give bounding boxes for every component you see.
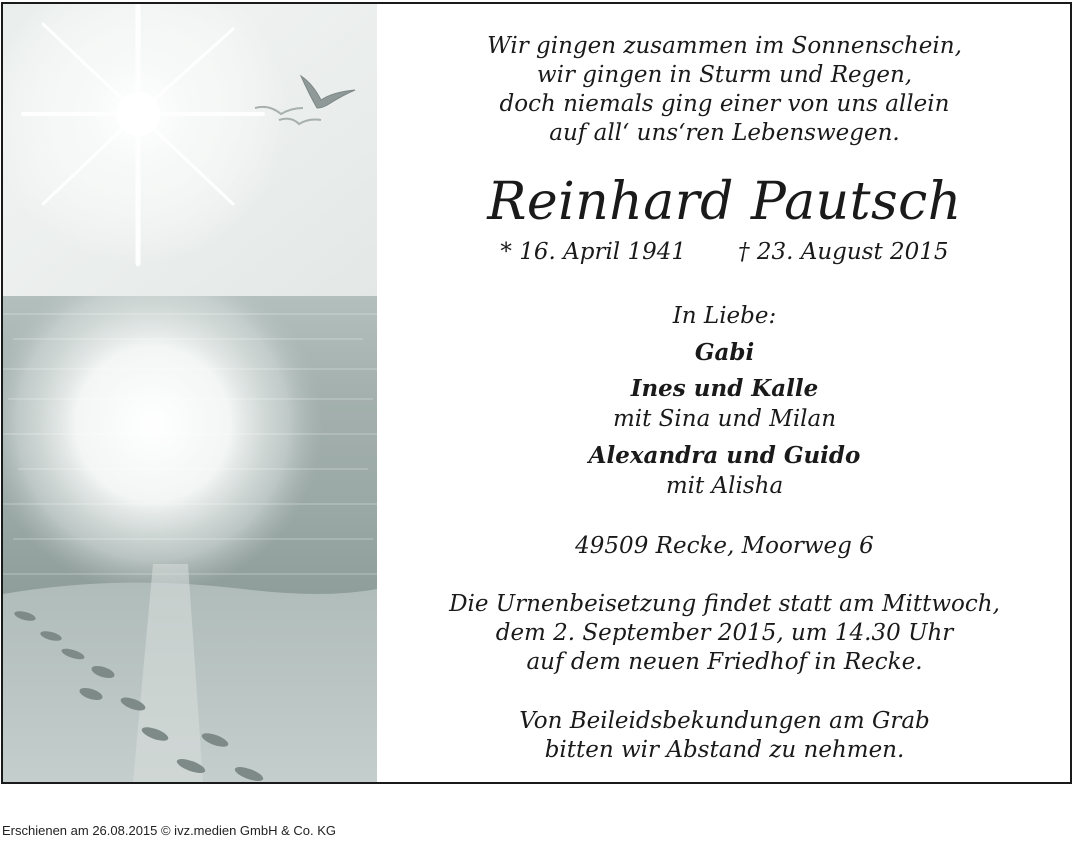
address: 49509 Recke, Moorweg 6 — [575, 533, 874, 559]
mourners-intro: In Liebe: — [672, 303, 777, 329]
poem-line: doch niemals ging einer von uns allein — [499, 91, 950, 117]
obituary-notice — [1, 2, 1072, 784]
ceremony-line: auf dem neuen Friedhof in Recke. — [526, 649, 923, 675]
ceremony-line: Die Urnenbeisetzung findet statt am Mittwoch, — [449, 591, 1000, 617]
poem-line: Wir gingen zusammen im Sonnenschein, — [487, 33, 962, 59]
sun-over-sea-illustration — [3, 4, 377, 782]
mourner-name: Alexandra und Guido — [588, 442, 861, 469]
death-date: † 23. August 2015 — [738, 239, 949, 265]
condolence-line: bitten wir Abstand zu nehmen. — [544, 737, 905, 763]
notice-text — [379, 4, 1070, 782]
publication-footer: Erschienen am 26.08.2015 © ivz.medien GmbH & Co. KG — [2, 823, 337, 838]
ceremony-line: dem 2. September 2015, um 14.30 Uhr — [495, 620, 954, 646]
seascape-image — [3, 4, 377, 782]
mourner-sub: mit Sina und Milan — [612, 406, 837, 432]
condolence-line: Von Beileidsbekundungen am Grab — [519, 708, 930, 734]
deceased-name: Reinhard Pautsch — [487, 172, 962, 232]
life-dates — [379, 239, 1070, 265]
mourner-name: Ines und Kalle — [630, 375, 819, 402]
poem-line: auf all‘ uns‘ren Lebenswegen. — [549, 120, 900, 146]
mourner-name: Gabi — [694, 339, 755, 366]
birth-date: * 16. April 1941 — [500, 239, 687, 265]
mourner-sub: mit Alisha — [665, 473, 784, 499]
poem-line: wir gingen in Sturm und Regen, — [536, 62, 913, 88]
